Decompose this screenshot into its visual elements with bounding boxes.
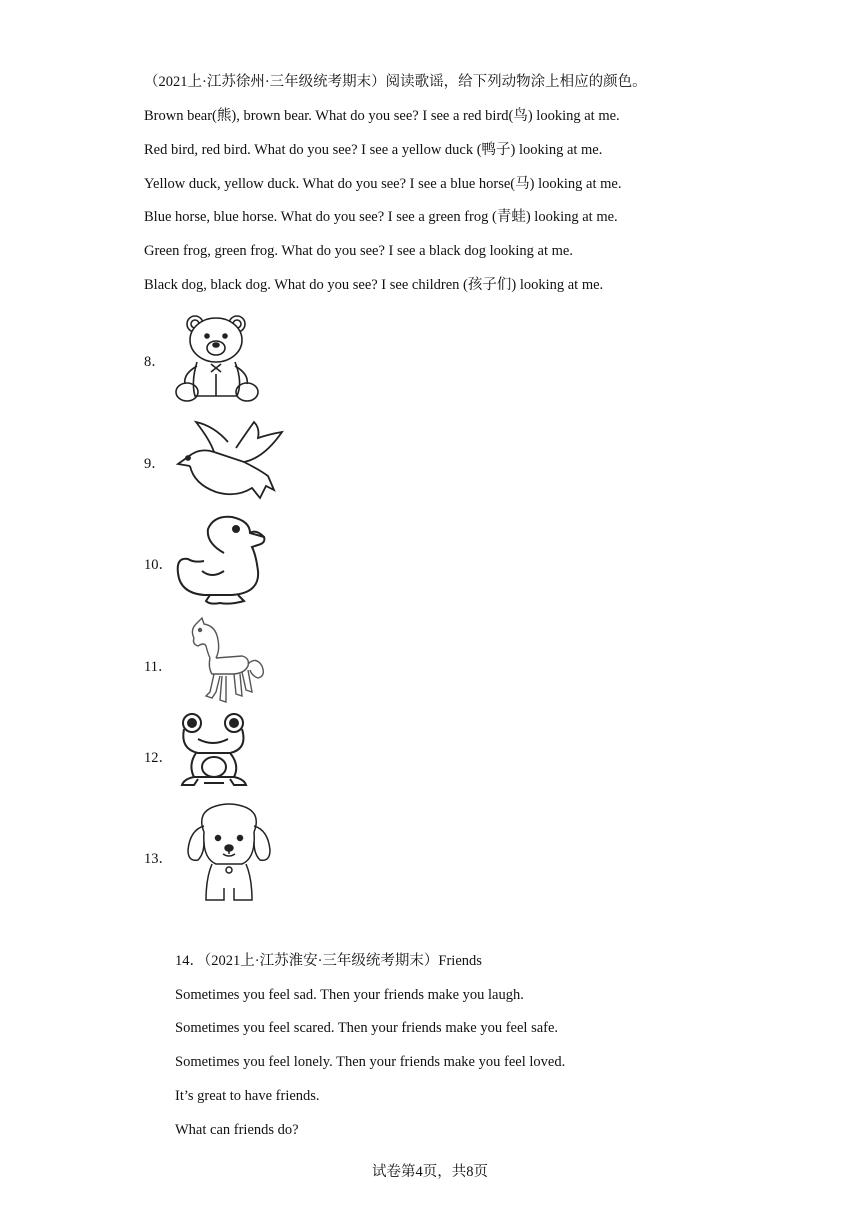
item-number-8: 8． bbox=[144, 354, 166, 370]
song-line-4: Blue horse, blue horse. What do you see? I see a green frog (青蛙) looking at me. bbox=[144, 209, 618, 225]
item-number-9: 9． bbox=[144, 456, 166, 472]
section2-heading: 14．（2021上·江苏淮安·三年级统考期末）Friends bbox=[175, 953, 482, 969]
page-footer: 试卷第4页，共8页 bbox=[372, 1164, 488, 1180]
song-line-5: Green frog, green frog. What do you see? I see a black dog looking at me. bbox=[144, 243, 573, 259]
dog-icon bbox=[186, 802, 272, 906]
song-line-2: Red bird, red bird. What do you see? I see a yellow duck (鸭子) looking at me. bbox=[144, 142, 603, 158]
horse-icon bbox=[186, 616, 270, 706]
song-line-6: Black dog, black dog. What do you see? I see children (孩子们) looking at me. bbox=[144, 277, 604, 293]
passage-line-3: Sometimes you feel lonely. Then your friends make you feel loved. bbox=[175, 1054, 566, 1070]
bear-icon bbox=[175, 312, 267, 404]
item-number-10: 10． bbox=[144, 557, 173, 573]
bird-icon bbox=[174, 418, 286, 500]
item-number-13: 13． bbox=[144, 851, 173, 867]
song-line-1: Brown bear(熊), brown bear. What do you see? I see a red bird(鸟) looking at me. bbox=[144, 108, 620, 124]
passage-line-5: What can friends do? bbox=[175, 1122, 299, 1138]
section1-heading: （2021上·江苏徐州·三年级统考期末）阅读歌谣，给下列动物涂上相应的颜色。 bbox=[144, 74, 647, 90]
passage-line-2: Sometimes you feel scared. Then your friends make you feel safe. bbox=[175, 1020, 559, 1036]
passage-line-1: Sometimes you feel sad. Then your friends make you laugh. bbox=[175, 987, 524, 1003]
duck-icon bbox=[174, 513, 274, 607]
passage-line-4: It’s great to have friends. bbox=[175, 1088, 320, 1104]
song-line-3: Yellow duck, yellow duck. What do you see? I see a blue horse(马) looking at me. bbox=[144, 176, 622, 192]
item-number-11: 11． bbox=[144, 659, 173, 675]
item-number-12: 12． bbox=[144, 750, 173, 766]
frog-icon bbox=[178, 711, 250, 789]
